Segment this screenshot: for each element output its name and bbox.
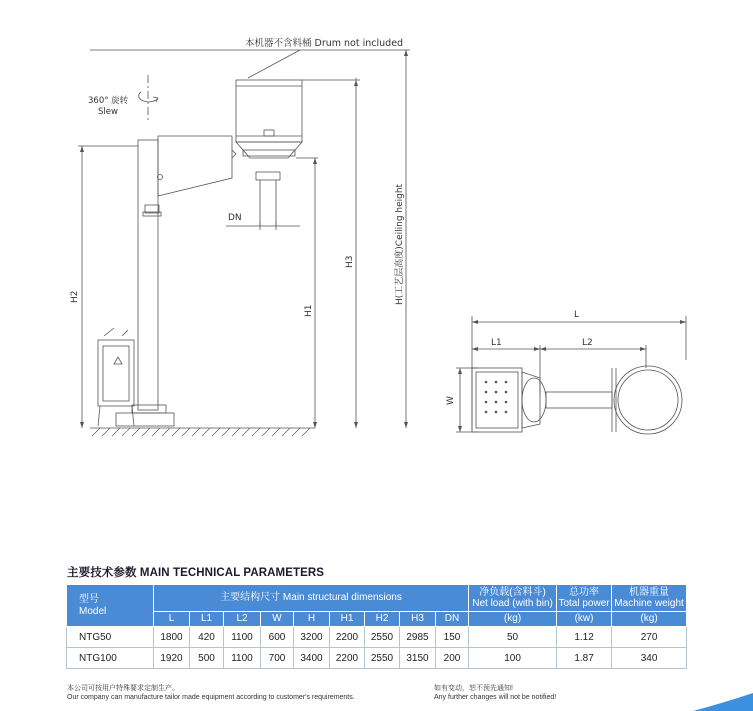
load-header: 净负载(含料斗) Net load (with bin)	[469, 585, 557, 612]
table-cell: 1800	[154, 627, 190, 648]
dim-h: H(工艺层高度)Ceiling height	[395, 183, 405, 305]
table-cell: 270	[612, 627, 687, 648]
model-header: 型号 Model	[67, 585, 154, 627]
corner-accent	[693, 691, 753, 711]
parameters-table	[66, 584, 687, 669]
table-cell: 3400	[294, 648, 330, 669]
col-l: L	[154, 612, 190, 627]
col-h: H	[294, 612, 330, 627]
dim-l1: L1	[491, 338, 502, 348]
table-cell: 2200	[330, 648, 365, 669]
table-cell: NTG100	[67, 648, 154, 669]
table-cell: 1920	[154, 648, 190, 669]
dim-h2: H2	[70, 290, 80, 303]
footnote-right: 如有变动，恕不预先通知! Any further changes will not be notified!	[434, 685, 557, 701]
col-h3: H3	[400, 612, 436, 627]
col-w: W	[261, 612, 294, 627]
table-cell: 2550	[365, 627, 400, 648]
table-cell: 600	[261, 627, 294, 648]
slew-label-en: Slew	[98, 107, 118, 117]
power-header: 总功率 Total power	[557, 585, 612, 612]
table-cell: 1.87	[557, 648, 612, 669]
col-load-unit: (kg)	[469, 612, 557, 627]
col-dn: DN	[436, 612, 469, 627]
table-row	[67, 648, 687, 669]
dim-l2: L2	[582, 338, 593, 348]
table-cell: 2200	[330, 627, 365, 648]
table-cell: 700	[261, 648, 294, 669]
table-cell: 150	[436, 627, 469, 648]
col-power-unit: (kw)	[557, 612, 612, 627]
weight-header: 机器重量 Machine weight	[612, 585, 687, 612]
col-h2: H2	[365, 612, 400, 627]
table-cell: 2985	[400, 627, 436, 648]
table-cell: NTG50	[67, 627, 154, 648]
dims-header: 主要结构尺寸 Main structural dimensions	[154, 585, 469, 612]
table-cell: 1100	[224, 648, 261, 669]
table-cell: 200	[436, 648, 469, 669]
table-cell: 1100	[224, 627, 261, 648]
drum-note: 本机器不含料桶 Drum not included	[245, 38, 404, 49]
footnote-left: 本公司可按用户特殊要求定制生产。 Our company can manufacture tailor made equipment according to customer's requirements.	[67, 685, 355, 701]
col-h1: H1	[330, 612, 365, 627]
table-cell: 50	[469, 627, 557, 648]
table-cell: 2550	[365, 648, 400, 669]
table-cell: 340	[612, 648, 687, 669]
table-cell: 420	[190, 627, 224, 648]
col-l1: L1	[190, 612, 224, 627]
parameters-title: 主要技术参数 MAIN TECHNICAL PARAMETERS	[67, 567, 325, 579]
dim-l: L	[574, 310, 580, 320]
table-cell: 500	[190, 648, 224, 669]
table-cell: 1.12	[557, 627, 612, 648]
col-l2: L2	[224, 612, 261, 627]
dim-w: W	[446, 396, 456, 405]
slew-label-cn: 360° 旋转	[88, 96, 129, 106]
dim-h1: H1	[304, 304, 314, 317]
dim-dn: DN	[228, 213, 242, 223]
col-weight-unit: (kg)	[612, 612, 687, 627]
table-row	[67, 627, 687, 648]
table-cell: 100	[469, 648, 557, 669]
dim-h3: H3	[345, 255, 355, 268]
table-cell: 3200	[294, 627, 330, 648]
table-cell: 3150	[400, 648, 436, 669]
